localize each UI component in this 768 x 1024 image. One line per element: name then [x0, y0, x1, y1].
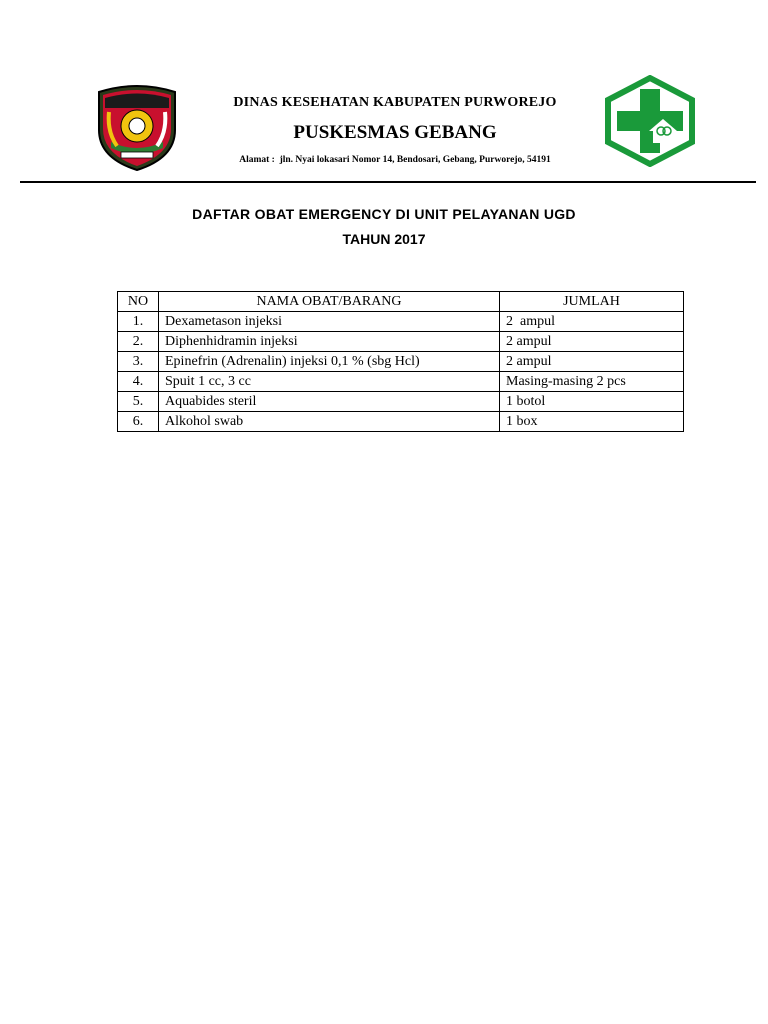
table-row — [118, 372, 684, 392]
table-row — [118, 312, 684, 332]
row-number: 5. — [118, 392, 159, 412]
column-header-qty: JUMLAH — [500, 292, 684, 312]
drug-name: Diphenhidramin injeksi — [159, 332, 500, 352]
row-number: 1. — [118, 312, 159, 332]
drug-quantity: 1 botol — [500, 392, 684, 412]
row-number: 4. — [118, 372, 159, 392]
puskesmas-logo-icon — [603, 75, 697, 167]
document-title: DAFTAR OBAT EMERGENCY DI UNIT PELAYANAN UGD — [192, 206, 576, 222]
drug-name: Dexametason injeksi — [159, 312, 500, 332]
drug-quantity: 2 ampul — [500, 332, 684, 352]
facility-address: Alamat : jln. Nyai lokasari Nomor 14, Bendosari, Gebang, Purworejo, 54191 — [239, 155, 551, 165]
drug-quantity: Masing-masing 2 pcs — [500, 372, 684, 392]
drug-name: Spuit 1 cc, 3 cc — [159, 372, 500, 392]
row-number: 6. — [118, 412, 159, 432]
drug-quantity: 2 ampul — [500, 352, 684, 372]
column-header-name: NAMA OBAT/BARANG — [159, 292, 500, 312]
column-header-no: NO — [118, 292, 159, 312]
drug-quantity: 2 ampul — [500, 312, 684, 332]
drug-name: Epinefrin (Adrenalin) injeksi 0,1 % (sbg Hcl) — [159, 352, 500, 372]
document-year: TAHUN 2017 — [342, 231, 426, 247]
row-number: 3. — [118, 352, 159, 372]
table-header-row — [118, 292, 684, 312]
table-row — [118, 412, 684, 432]
table-row — [118, 332, 684, 352]
drug-name: Alkohol swab — [159, 412, 500, 432]
drug-quantity: 1 box — [500, 412, 684, 432]
table-row — [118, 352, 684, 372]
agency-name: DINAS KESEHATAN KABUPATEN PURWOREJO — [233, 95, 557, 110]
table-row — [118, 392, 684, 412]
purworejo-regency-emblem-icon — [91, 82, 183, 172]
drug-name: Aquabides steril — [159, 392, 500, 412]
emergency-drug-table — [117, 291, 684, 432]
header-divider — [20, 181, 756, 183]
facility-name: PUSKESMAS GEBANG — [293, 122, 497, 143]
row-number: 2. — [118, 332, 159, 352]
